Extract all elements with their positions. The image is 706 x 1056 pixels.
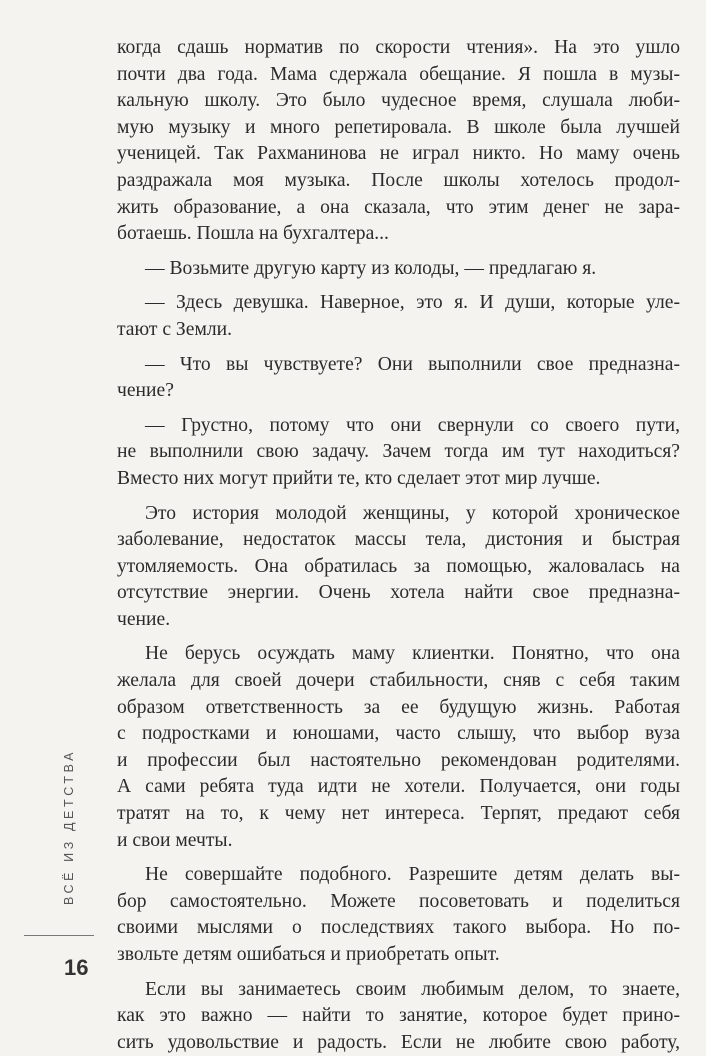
- text-line: Не берусь осуждать маму клиентки. Понятно, что она: [145, 643, 680, 665]
- text-line: звольте детям ошибаться и приобретать опыт.: [117, 944, 500, 965]
- text-line: желала для своей дочери стабильности, сняв с себя таким: [117, 670, 680, 692]
- text-line: ученицей. Так Рахманинова не играл никто. Но маму очень: [117, 143, 680, 165]
- text-line: — Грустно, потому что они свернули со своего пути,: [145, 414, 680, 436]
- text-line: когда сдашь норматив по скорости чтения». На это ушло: [117, 37, 680, 58]
- text-line: своими мыслями о последствиях такого выбора. Но по-: [117, 917, 680, 939]
- text-line: чение.: [117, 608, 171, 630]
- text-line: образом ответственность за ее будущую жизнь. Работая: [117, 696, 680, 718]
- text-line: — Возьмите другую карту из колоды, — предлагаю я.: [145, 257, 597, 279]
- text-line: — Что вы чувствуете? Они выполнили свое предназна-: [145, 353, 680, 375]
- text-line: мую музыку и много репетировала. В школе была лучшей: [117, 116, 680, 138]
- text-line: кальную школу. Это было чудесное время, слушала люби-: [117, 90, 680, 112]
- text-line: и свои мечты.: [117, 829, 233, 851]
- body-text: [117, 35, 680, 1056]
- text-line: жить образование, а она сказала, что этим денег не зара-: [117, 196, 680, 218]
- text-line: сить удовольствие и радость. Если не любите свою работу,: [117, 1031, 680, 1053]
- text-line: тают с Земли.: [117, 318, 233, 340]
- text-line: с подростками и юношами, часто слышу, что выбор вуза: [117, 723, 680, 745]
- text-line: — Здесь девушка. Наверное, это я. И души, которые уле-: [145, 292, 680, 314]
- text-line: и профессии был настоятельно рекомендован родителями.: [117, 749, 680, 771]
- text-line: утомляемость. Она обратилась за помощью, жаловалась на: [117, 555, 680, 577]
- text-line: отсутствие энергии. Очень хотела найти свое предназна-: [117, 582, 680, 604]
- text-line: Если вы занимаетесь своим любимым делом, то знаете,: [145, 978, 680, 1000]
- text-line: как это важно — найти то занятие, которое будет прино-: [117, 1005, 680, 1027]
- text-line: Это история молодой женщины, у которой хроническое: [145, 502, 680, 524]
- text-line: не выполнили свою задачу. Зачем тогда им тут находиться?: [117, 441, 680, 463]
- text-line: Не совершайте подобного. Разрешите детям делать вы-: [145, 864, 680, 886]
- text-line: ботаешь. Пошла на бухгалтера...: [117, 223, 389, 245]
- text-line: заболевание, недостаток массы тела, дистония и быстрая: [117, 529, 680, 551]
- running-header: ВСЁ ИЗ ДЕТСТВА: [62, 748, 76, 905]
- text-line: раздражала моя музыка. После школы хотелось продол-: [117, 169, 680, 191]
- text-line: А сами ребята туда идти не хотели. Получается, они годы: [117, 776, 680, 798]
- page-number-rule: [24, 935, 94, 936]
- text-line: бор самостоятельно. Можете посоветовать и поделиться: [117, 890, 680, 912]
- page-number: 16: [64, 955, 89, 980]
- text-line: тратят на то, к чему нет интереса. Терпят, предают себя: [117, 803, 680, 825]
- text-line: чение?: [117, 380, 174, 402]
- text-line: почти два года. Мама сдержала обещание. Я пошла в музы-: [117, 63, 680, 85]
- text-line: Вместо них могут прийти те, кто сделает этот мир лучше.: [117, 467, 601, 489]
